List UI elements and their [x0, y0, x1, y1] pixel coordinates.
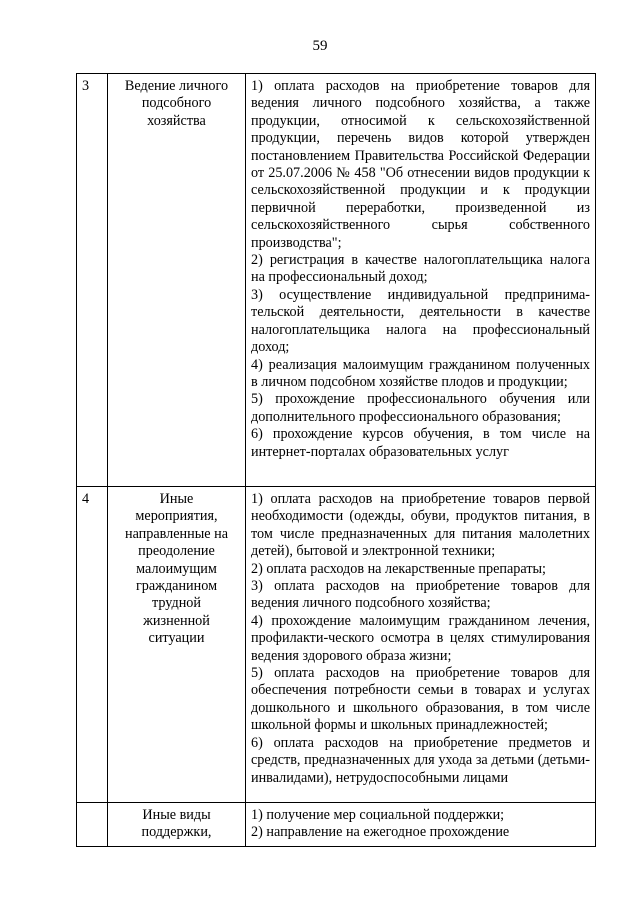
row-name [108, 803, 246, 847]
list-item: 2) оплата расходов на лекарственные препараты; [251, 560, 546, 577]
row-name [108, 487, 246, 803]
row-name [108, 74, 246, 487]
row-name-line: преодоление [138, 543, 215, 560]
row-number: 3 [77, 74, 108, 487]
row-name-line: малоимущим [136, 560, 217, 577]
row-name-line: направленные на [124, 525, 229, 542]
list-item: 2) регистрация в качестве налогоплательщика налога на профессиональный доход; [251, 252, 590, 286]
row-number: 4 [77, 487, 108, 803]
row-name-line: хозяйства [147, 112, 206, 129]
table-row [77, 803, 596, 847]
row-name-line: гражданином [135, 578, 218, 595]
row-number [77, 803, 108, 847]
list-item: 1) получение мер социальной поддержки; [251, 807, 505, 823]
list-item: 6) оплата расходов на приобретение предметов и средств, предназначенных для ухода за детьми (детьми-инвалидами), нетрудоспособными лицами [251, 734, 590, 786]
list-item: 4) реализация малоимущим гражданином полученных в личном подсобном хозяйстве плодов и продукции; [251, 356, 590, 390]
list-item: 1) оплата расходов на приобретение товаров первой необходимости (одежды, обуви, продуктов питания, в том числе предназначенных для питания малолетних детей), бытовой и электронной техники; [251, 491, 590, 560]
list-item: 5) оплата расходов на приобретение товаров для обеспечения потребности семьи в товарах и услугах дошкольного и школьного образования, в том числе школьной формы и школьных принадлежностей; [251, 665, 590, 734]
list-item: 1) оплата расходов на приобретение товаров для ведения личного подсобного хозяйства, а также продукции, относимой к сельскохозяйственной продукции, перечень видов которой утвержден постановлением Правительства Российской Федерации от 25.07.2006 № 458 "Об отнесении видов продукции к сельскохозяйственной продукции и к продукции первичной переработки, произведенной из сельскохозяйственного сырья собственного производства"; [251, 78, 590, 251]
table-row [77, 487, 596, 803]
row-name-line: Иные [159, 491, 194, 507]
row-name-line: Ведение личного [124, 78, 229, 94]
page-number: 59 [312, 38, 328, 54]
row-name-line: ситуации [148, 630, 205, 647]
row-content [246, 487, 596, 803]
row-name-line: мероприятия, [135, 508, 218, 525]
list-item: 5) прохождение профессионального обучения или дополнительного профессионального образования; [251, 391, 590, 425]
support-measures-table [76, 73, 596, 847]
row-name-line: жизненной [143, 612, 210, 629]
row-name-line: трудной [152, 595, 201, 612]
row-content [246, 803, 596, 847]
row-content [246, 74, 596, 487]
row-name-line: Иные виды [142, 807, 211, 823]
list-item: 4) прохождение малоимущим гражданином лечения, профилакти-ческого осмотра в целях стимулирования ведения здорового образа жизни; [251, 612, 590, 664]
list-item: 2) направление на ежегодное прохождение [251, 824, 510, 841]
list-item: 6) прохождение курсов обучения, в том числе на интернет-порталах образовательных услуг [251, 426, 590, 460]
list-item: 3) осуществление индивидуальной предпринима-тельской деятельности, деятельности в качестве налогоплательщика налога на профессиональный доход; [251, 286, 590, 356]
row-name-line: поддержки, [141, 824, 212, 841]
table-row [77, 74, 596, 487]
row-name-line: подсобного [141, 95, 212, 112]
list-item: 3) оплата расходов на приобретение товаров для ведения личного подсобного хозяйства; [251, 578, 590, 612]
